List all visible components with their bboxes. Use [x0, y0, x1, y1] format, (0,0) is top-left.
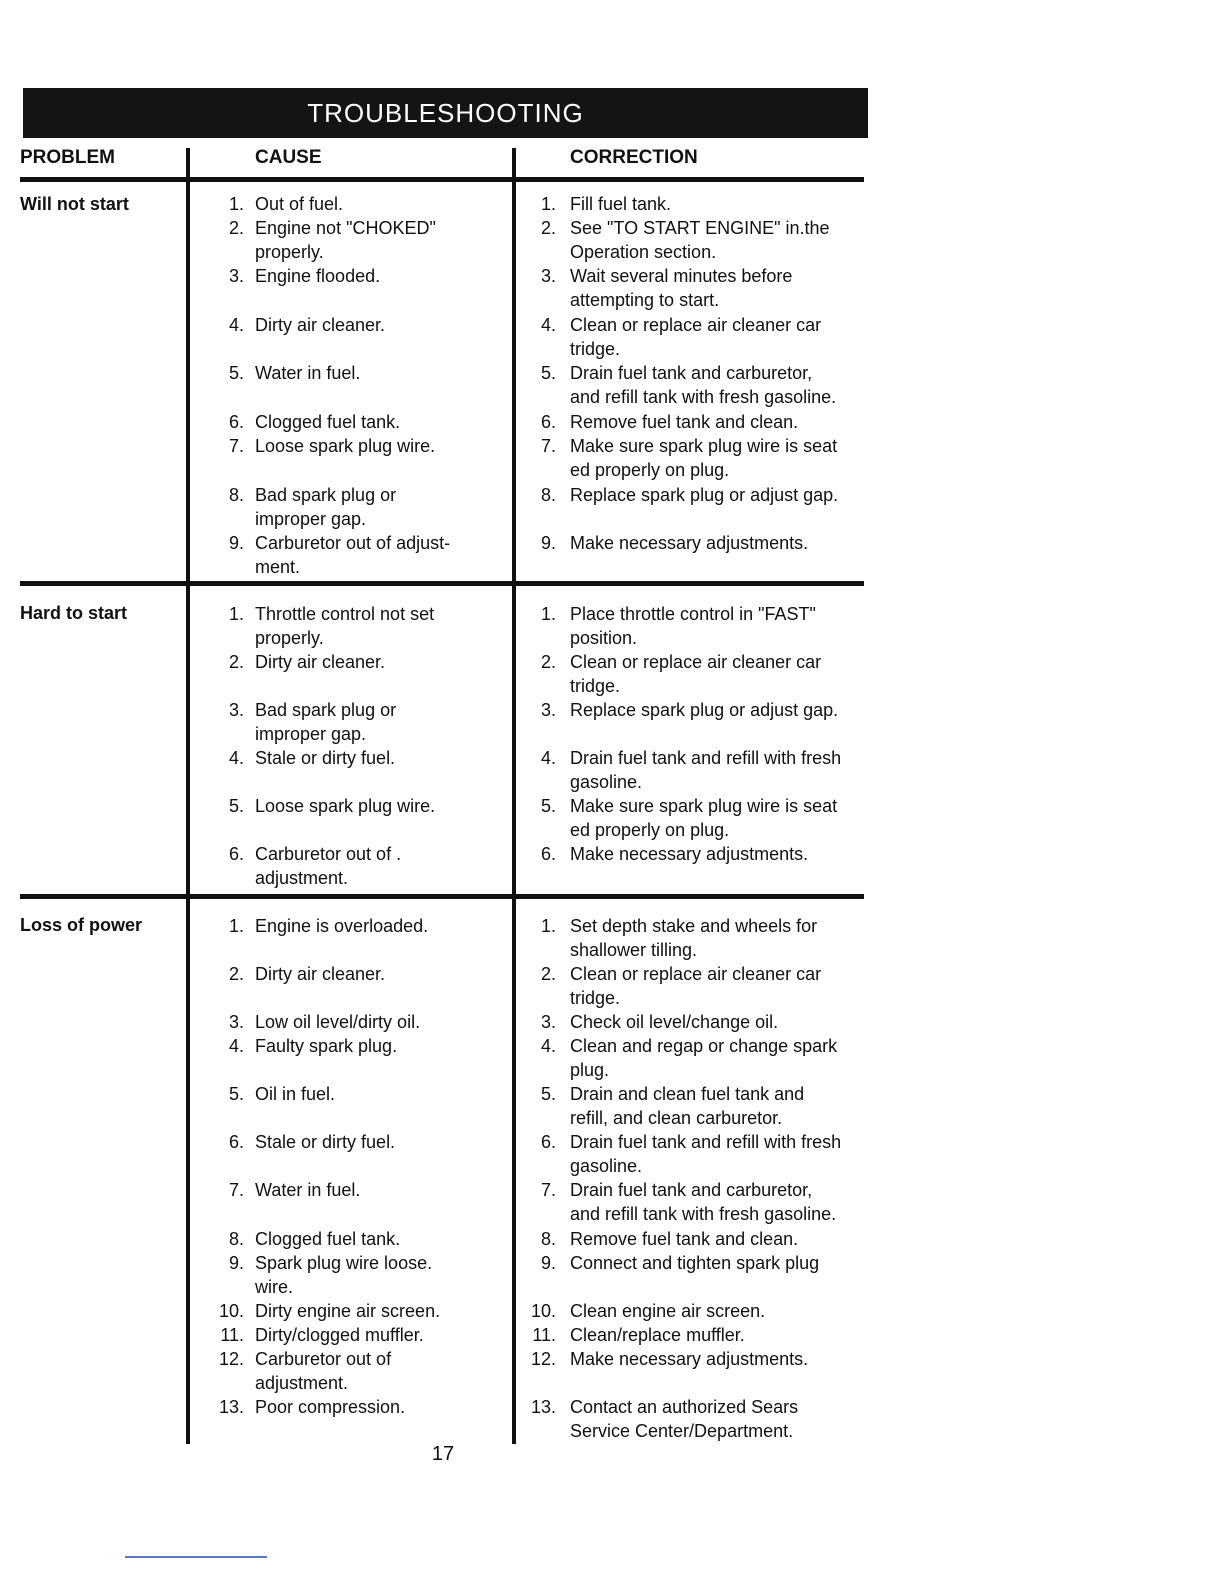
cause-text: Loose spark plug wire. [255, 796, 436, 816]
correction-text: Make necessary adjustments. [570, 1349, 809, 1369]
cause-text: Carburetor out of . adjustment. [255, 844, 402, 888]
header-problem: PROBLEM [20, 147, 115, 168]
correction-text: Set depth stake and wheels for shallower tilling. [570, 916, 818, 960]
correction-text: Drain and clean fuel tank and refill, and clean carburetor. [570, 1084, 805, 1128]
correction-text: Clean or replace air cleaner car tridge. [570, 315, 822, 359]
cause-text: Engine flooded. [255, 266, 381, 286]
cause-number: 6. [228, 844, 244, 864]
correction-text: Check oil level/change oil. [570, 1012, 779, 1032]
correction-number: 2. [540, 652, 556, 672]
cause-number: 2. [228, 218, 244, 238]
correction-number: 3. [540, 266, 556, 286]
header-correction: CORRECTION [570, 147, 698, 168]
correction-number: 3. [540, 700, 556, 720]
cause-number: 7. [228, 436, 244, 456]
cause-number: 9. [228, 1253, 244, 1273]
cause-number: 11. [220, 1325, 244, 1345]
correction-number: 2. [540, 218, 556, 238]
correction-text: Make necessary adjustments. [570, 844, 809, 864]
cause-number: 5. [228, 796, 244, 816]
problem-label: Loss of power [20, 915, 143, 935]
cause-number: 5. [228, 363, 244, 383]
cause-text: Low oil level/dirty oil. [255, 1012, 421, 1032]
cause-number: 3. [228, 266, 244, 286]
cause-number: 4. [228, 315, 244, 335]
page-title: TROUBLESHOOTING [23, 88, 868, 138]
correction-text: Clean/replace muffler. [570, 1325, 745, 1345]
cause-text: Stale or dirty fuel. [255, 1132, 396, 1152]
correction-text: Replace spark plug or adjust gap. [570, 485, 839, 505]
cause-text: Dirty air cleaner. [255, 964, 386, 984]
cause-number: 10. [218, 1301, 244, 1321]
correction-text: Clean or replace air cleaner car tridge. [570, 964, 822, 1008]
cause-text: Engine not "CHOKED" properly. [255, 218, 436, 262]
cause-text: Bad spark plug or improper gap. [255, 700, 397, 744]
cause-number: 1. [228, 604, 244, 624]
cause-number: 4. [228, 1036, 244, 1056]
page-number: 17 [431, 1443, 455, 1465]
correction-number: 1. [540, 604, 556, 624]
correction-text: Wait several minutes before attempting to start. [570, 266, 793, 310]
correction-text: Clean or replace air cleaner car tridge. [570, 652, 822, 696]
cause-text: Throttle control not set properly. [255, 604, 435, 648]
cause-text: Oil in fuel. [255, 1084, 336, 1104]
correction-text: Fill fuel tank. [570, 194, 672, 214]
cause-text: Water in fuel. [255, 1180, 361, 1200]
cause-text: Loose spark plug wire. [255, 436, 436, 456]
cause-text: Out of fuel. [255, 194, 344, 214]
cause-number: 8. [228, 1229, 244, 1249]
cause-number: 3. [228, 1012, 244, 1032]
correction-number: 7. [540, 1180, 556, 1200]
column-divider-right [512, 148, 516, 1444]
correction-text: Clean engine air screen. [570, 1301, 766, 1321]
cause-number: 7. [228, 1180, 244, 1200]
cause-number: 1. [228, 916, 244, 936]
cause-text: Dirty engine air screen. [255, 1301, 441, 1321]
correction-number: 8. [540, 485, 556, 505]
problem-label: Will not start [20, 194, 129, 214]
correction-number: 6. [540, 1132, 556, 1152]
cause-number: 2. [228, 652, 244, 672]
problem-label: Hard to start [20, 603, 128, 623]
cause-text: Engine is overloaded. [255, 916, 429, 936]
correction-text: Make necessary adjustments. [570, 533, 809, 553]
cause-number: 13. [218, 1397, 244, 1417]
correction-text: Make sure spark plug wire is seat ed properly on plug. [570, 436, 838, 480]
correction-text: Make sure spark plug wire is seat ed properly on plug. [570, 796, 838, 840]
correction-number: 11. [532, 1325, 556, 1345]
correction-text: Clean and regap or change spark plug. [570, 1036, 838, 1080]
cause-text: Carburetor out of adjust- ment. [255, 533, 451, 577]
correction-text: Place throttle control in "FAST" position. [570, 604, 816, 648]
correction-number: 6. [540, 844, 556, 864]
correction-number: 5. [540, 1084, 556, 1104]
correction-number: 6. [540, 412, 556, 432]
cause-text: Clogged fuel tank. [255, 412, 401, 432]
correction-number: 13. [530, 1397, 556, 1417]
column-divider-left [186, 148, 190, 1444]
cause-text: Carburetor out of adjustment. [255, 1349, 392, 1393]
cause-text: Water in fuel. [255, 363, 361, 383]
header-cause: CAUSE [255, 147, 322, 168]
cause-number: 6. [228, 1132, 244, 1152]
correction-text: Drain fuel tank and carburetor, and refill tank with fresh gasoline. [570, 363, 837, 407]
correction-number: 2. [540, 964, 556, 984]
correction-number: 4. [540, 1036, 556, 1056]
cause-number: 3. [228, 700, 244, 720]
correction-text: Remove fuel tank and clean. [570, 412, 799, 432]
correction-text: See "TO START ENGINE" in.the Operation section. [570, 218, 830, 262]
correction-number: 7. [540, 436, 556, 456]
cause-number: 4. [228, 748, 244, 768]
cause-number: 1. [228, 194, 244, 214]
correction-number: 9. [540, 1253, 556, 1273]
correction-number: 9. [540, 533, 556, 553]
cause-text: Spark plug wire loose. wire. [255, 1253, 433, 1297]
correction-number: 10. [530, 1301, 556, 1321]
correction-number: 1. [540, 194, 556, 214]
cause-text: Dirty air cleaner. [255, 652, 386, 672]
correction-number: 5. [540, 796, 556, 816]
correction-text: Drain fuel tank and carburetor, and refill tank with fresh gasoline. [570, 1180, 837, 1224]
cause-number: 9. [228, 533, 244, 553]
cause-text: Clogged fuel tank. [255, 1229, 401, 1249]
header-rule [20, 177, 864, 182]
cause-text: Poor compression. [255, 1397, 406, 1417]
correction-text: Drain fuel tank and refill with fresh gasoline. [570, 1132, 842, 1176]
correction-number: 3. [540, 1012, 556, 1032]
cause-text: Bad spark plug or improper gap. [255, 485, 397, 529]
correction-number: 12. [530, 1349, 556, 1369]
correction-text: Replace spark plug or adjust gap. [570, 700, 839, 720]
section-divider-1 [20, 581, 864, 586]
correction-number: 4. [540, 315, 556, 335]
correction-text: Drain fuel tank and refill with fresh gasoline. [570, 748, 842, 792]
cause-text: Faulty spark plug. [255, 1036, 398, 1056]
cause-text: Dirty air cleaner. [255, 315, 386, 335]
cause-number: 6. [228, 412, 244, 432]
correction-number: 5. [540, 363, 556, 383]
cause-number: 2. [228, 964, 244, 984]
cause-text: Dirty/clogged muffler. [255, 1325, 424, 1345]
cause-text: Stale or dirty fuel. [255, 748, 396, 768]
cause-number: 5. [228, 1084, 244, 1104]
cause-number: 12. [218, 1349, 244, 1369]
cause-number: 8. [228, 485, 244, 505]
correction-number: 1. [540, 916, 556, 936]
correction-text: Contact an authorized Sears Service Center/Department. [570, 1397, 799, 1441]
correction-number: 8. [540, 1229, 556, 1249]
footer-underline [125, 1556, 267, 1558]
section-divider-2 [20, 894, 864, 899]
correction-text: Connect and tighten spark plug [570, 1253, 820, 1273]
correction-number: 4. [540, 748, 556, 768]
correction-text: Remove fuel tank and clean. [570, 1229, 799, 1249]
